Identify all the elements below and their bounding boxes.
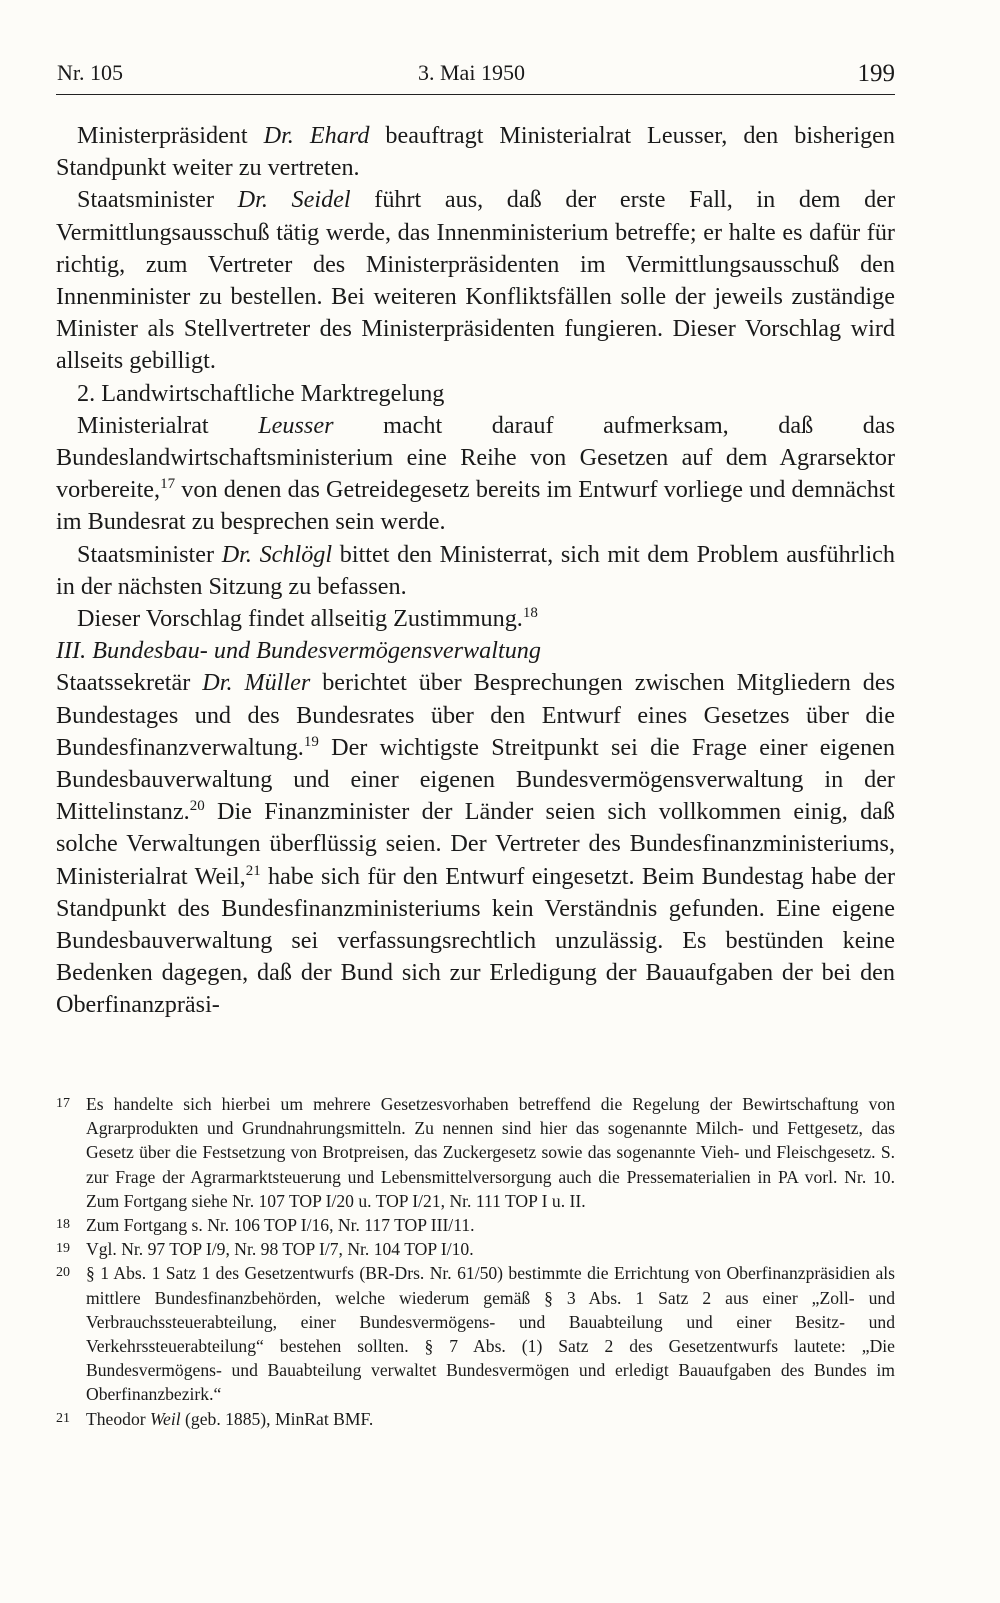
footnote — [56, 1213, 895, 1237]
footnote — [56, 1237, 895, 1261]
footnote-number: 20 — [56, 1265, 70, 1281]
section-heading: 2. Landwirtschaftliche Marktregelung — [77, 379, 445, 407]
footnote-ref[interactable]: 18 — [522, 605, 538, 622]
footnote-text: Theodor Weil (geb. 1885), MinRat BMF. — [86, 1408, 374, 1429]
footnote — [56, 1407, 895, 1431]
paragraph: Ministerpräsident Dr. Ehard beauftragt Ministerialrat Leusser, den bisherigen Standpunkt weiter zu vertreten. — [56, 122, 895, 182]
footnote-ref[interactable]: 21 — [245, 862, 261, 879]
person-name: Weil — [150, 1408, 181, 1429]
page-number: 199 — [857, 60, 895, 87]
footnote-number: 21 — [56, 1410, 70, 1426]
footnote-text: Vgl. Nr. 97 TOP I/9, Nr. 98 TOP I/7, Nr. 104 TOP I/10. — [86, 1239, 474, 1260]
paragraph: Staatsminister Dr. Schlögl bittet den Ministerrat, sich mit dem Problem ausführlich in der nächsten Sitzung zu befassen. — [56, 540, 895, 600]
person-name: Leusser — [258, 411, 334, 439]
footnote-ref[interactable]: 19 — [303, 733, 319, 750]
paragraph: Staatsminister Dr. Seidel führt aus, daß der erste Fall, in dem der Vermittlungsausschuß tätig werde, das Innenministerium betreffe; er halte es dafür für richtig, zum Vertreter des Ministerpräsidenten im Vermittlungsausschuß den Innenminister zu bestellen. Bei weiteren Konfliktsfällen solle der jeweils zuständige Minister als Stellvertreter des Ministerpräsidenten fungieren. Dieser Vorschlag wird allseits gebilligt. — [56, 186, 896, 375]
document-date: 3. Mai 1950 — [418, 60, 525, 85]
footnote-text: Zum Fortgang s. Nr. 106 TOP I/16, Nr. 117 TOP III/11. — [86, 1215, 475, 1236]
footnote-ref[interactable]: 17 — [160, 476, 176, 493]
main-text — [56, 120, 895, 1022]
footnote — [56, 1261, 895, 1406]
person-name: Dr. Schlögl — [221, 540, 333, 568]
person-name: Dr. Ehard — [263, 122, 370, 149]
document-number: Nr. 105 — [57, 60, 123, 85]
footnote — [56, 1092, 895, 1213]
section-heading: III. Bundesbau- und Bundesvermögensverwaltung — [56, 637, 541, 665]
footnote-text: § 1 Abs. 1 Satz 1 des Gesetzentwurfs (BR-Drs. Nr. 61/50) bestimmte die Errichtung von Oberfinanzpräsidien als mittlere Bundesfinanzbehörden, welche wiederum gemäß § 3 Abs. 1 Satz 2 aus einer „Zoll- und Verbrauchssteuerabteilung, einer Bundesvermögens- und Bauabteilung und einer Besitz- und Verkehrssteuerabteilung“ bestehen sollten. § 7 Abs. (1) Satz 2 des Gesetzentwurfs lautete: „Die Bundesvermögens- und Bauabteilung verwaltet Bundesvermögen und erledigt Bauaufgaben des Bundes im Oberfinanzbezirk.“ — [86, 1263, 895, 1405]
paragraph: Ministerialrat Leusser macht darauf aufmerksam, daß das Bundeslandwirtschaftsministerium eine Reihe von Gesetzen auf dem Agrarsektor vorbereite,$^{17}$ von denen das Getreidegesetz bereits im Entwurf vorliege und demnächst im Bundesrat zu besprechen sein werde. — [56, 411, 896, 536]
footnote-number: 19 — [56, 1241, 70, 1257]
person-name: Dr. Müller — [202, 669, 311, 697]
running-header — [56, 60, 895, 95]
paragraph: Staatssekretär Dr. Müller berichtet über Besprechungen zwischen Mitgliedern des Bundestages und des Bundesrates über den Entwurf eines Gesetzes über die Bundesfinanzverwaltung.$^{19}$ Der wichtigste Streitpunkt sei die Frage einer eigenen Bundesbauverwaltung und einer eigenen Bundesvermögensverwaltung in der Mittelinstanz.$^{20}$ Die Finanzminister der Länder seien sich vollkommen einig, daß solche Verwaltungen überflüssig seien. Der Vertreter des Bundesfinanzministeriums, Ministerialrat Weil,$^{21}$ habe sich für den Entwurf eingesetzt. Beim Bundestag habe der Standpunkt des Bundesfinanzministeriums kein Verständnis gefunden. Eine eigene Bundesbauverwaltung sei verfassungsrechtlich unzulässig. Es bestünden keine Bedenken dagegen, daß der Bund sich zur Erledigung der Bauaufgaben der bei den Oberfinanzpräsi- — [56, 669, 896, 1019]
paragraph: Dieser Vorschlag findet allseitig Zustimmung.$^{18}$ — [77, 605, 538, 633]
footnote-ref[interactable]: 20 — [189, 798, 205, 815]
footnotes — [56, 1092, 895, 1431]
person-name: Dr. Seidel — [237, 186, 351, 214]
footnote-number: 17 — [56, 1096, 70, 1111]
footnote-number: 18 — [56, 1217, 70, 1233]
footnote-text: Es handelte sich hierbei um mehrere Gesetzesvorhaben betreffend die Regelung der Bewirtschaftung von Agrarprodukten und Grundnahrungsmitteln. Zu nennen sind hier das sogenannte Milch- und Fettgesetz, das Gesetz über die Festsetzung von Brotpreisen, das Zuckergesetz sowie das sogenannte Vieh- und Fleischgesetz. S. zur Frage der Agrarmarktsteuerung und Lebensmittelversorgung auch die Pressematerialien in PA vorl. Nr. 10. Zum Fortgang siehe Nr. 107 TOP I/20 u. TOP I/21, Nr. 111 TOP I u. II. — [86, 1094, 895, 1211]
